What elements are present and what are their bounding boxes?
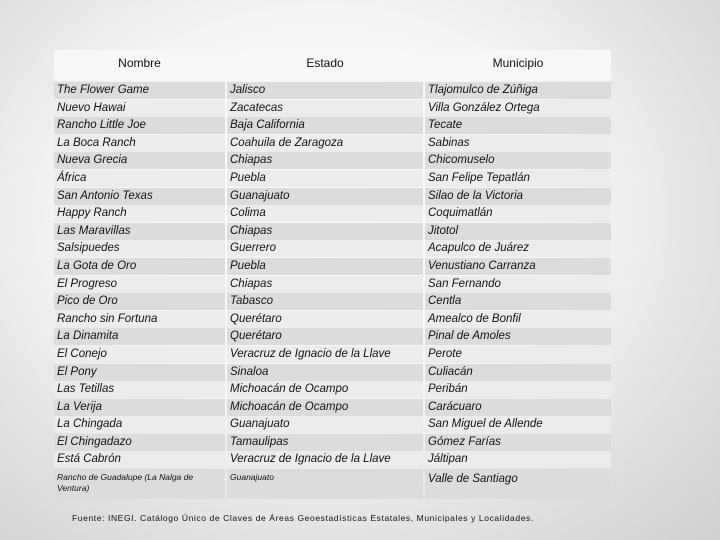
- cell-nombre: Las Maravillas: [54, 223, 225, 240]
- table-body: [54, 82, 611, 499]
- cell-estado: Colima: [227, 205, 423, 222]
- table-row: [54, 311, 611, 329]
- cell-nombre: Nuevo Hawai: [54, 100, 225, 117]
- cell-estado: Querétaro: [227, 328, 423, 345]
- cell-nombre: La Verija: [54, 399, 225, 416]
- cell-municipio: Valle de Santiago: [425, 469, 611, 499]
- cell-nombre: El Conejo: [54, 346, 225, 363]
- cell-estado: Veracruz de Ignacio de la Llave: [227, 451, 423, 468]
- table-row: [54, 451, 611, 469]
- cell-nombre: Happy Ranch: [54, 205, 225, 222]
- table-row: [54, 82, 611, 100]
- table-row: [54, 223, 611, 241]
- source-footnote: Fuente: INEGI. Catálogo Único de Claves de Áreas Geoestadísticas Estatales, Municipales y Localidades.: [72, 513, 534, 523]
- cell-estado: Veracruz de Ignacio de la Llave: [227, 346, 423, 363]
- header-estado: Estado: [227, 50, 423, 81]
- cell-nombre: Las Tetillas: [54, 381, 225, 398]
- table-row: [54, 152, 611, 170]
- cell-municipio: Jitotol: [425, 223, 611, 240]
- cell-estado: Tabasco: [227, 293, 423, 310]
- cell-municipio: Jáltipan: [425, 451, 611, 468]
- table-row: [54, 399, 611, 417]
- cell-estado: Michoacán de Ocampo: [227, 381, 423, 398]
- cell-estado: Guanajuato: [227, 188, 423, 205]
- cell-estado: Tamaulipas: [227, 434, 423, 451]
- table-row: [54, 170, 611, 188]
- table-row: [54, 346, 611, 364]
- cell-municipio: Tecate: [425, 117, 611, 134]
- cell-nombre: San Antonio Texas: [54, 188, 225, 205]
- table-row: [54, 117, 611, 135]
- cell-municipio: Silao de la Victoria: [425, 188, 611, 205]
- cell-municipio: Coquimatlán: [425, 205, 611, 222]
- cell-municipio: Carácuaro: [425, 399, 611, 416]
- cell-municipio: Venustiano Carranza: [425, 258, 611, 275]
- cell-municipio: Acapulco de Juárez: [425, 240, 611, 257]
- cell-municipio: Culiacán: [425, 364, 611, 381]
- cell-nombre: La Dinamita: [54, 328, 225, 345]
- table-row: [54, 205, 611, 223]
- cell-nombre: El Progreso: [54, 276, 225, 293]
- cell-nombre: Está Cabrón: [54, 451, 225, 468]
- cell-nombre: Rancho sin Fortuna: [54, 311, 225, 328]
- cell-estado: Chiapas: [227, 223, 423, 240]
- table-row: [54, 469, 611, 499]
- cell-estado: Querétaro: [227, 311, 423, 328]
- table-row: [54, 381, 611, 399]
- cell-municipio: Tlajomulco de Zúñiga: [425, 82, 611, 99]
- table-row: [54, 293, 611, 311]
- cell-municipio: San Felipe Tepatlán: [425, 170, 611, 187]
- cell-nombre: La Gota de Oro: [54, 258, 225, 275]
- cell-estado: Puebla: [227, 258, 423, 275]
- cell-municipio: Amealco de Bonfil: [425, 311, 611, 328]
- cell-estado: Jalisco: [227, 82, 423, 99]
- cell-municipio: San Miguel de Allende: [425, 416, 611, 433]
- table-row: [54, 240, 611, 258]
- header-nombre: Nombre: [54, 50, 225, 81]
- cell-estado: Coahuila de Zaragoza: [227, 135, 423, 152]
- cell-estado: Chiapas: [227, 276, 423, 293]
- cell-estado: Sinaloa: [227, 364, 423, 381]
- table-row: [54, 188, 611, 206]
- cell-nombre: The Flower Game: [54, 82, 225, 99]
- cell-estado: Zacatecas: [227, 100, 423, 117]
- table-header: [54, 50, 611, 81]
- table-row: [54, 434, 611, 452]
- table-row: [54, 364, 611, 382]
- cell-nombre: Salsipuedes: [54, 240, 225, 257]
- cell-estado: Guanajuato: [227, 416, 423, 433]
- header-municipio: Municipio: [425, 50, 611, 81]
- cell-municipio: Villa González Ortega: [425, 100, 611, 117]
- table-row: [54, 416, 611, 434]
- cell-estado: Puebla: [227, 170, 423, 187]
- cell-nombre: África: [54, 170, 225, 187]
- table-row: [54, 135, 611, 153]
- table-row: [54, 328, 611, 346]
- cell-municipio: Peribán: [425, 381, 611, 398]
- cell-estado: Michoacán de Ocampo: [227, 399, 423, 416]
- cell-municipio: Gómez Farías: [425, 434, 611, 451]
- cell-nombre: El Pony: [54, 364, 225, 381]
- cell-nombre: Rancho de Guadalupe (La Nalga de Ventura): [54, 469, 225, 499]
- cell-municipio: Chicomuselo: [425, 152, 611, 169]
- cell-estado: Chiapas: [227, 152, 423, 169]
- cell-estado: Guerrero: [227, 240, 423, 257]
- table-row: [54, 276, 611, 294]
- cell-estado: Guanajuato: [227, 469, 423, 499]
- table-row: [54, 100, 611, 118]
- cell-municipio: Perote: [425, 346, 611, 363]
- cell-municipio: San Fernando: [425, 276, 611, 293]
- cell-nombre: El Chingadazo: [54, 434, 225, 451]
- cell-municipio: Centla: [425, 293, 611, 310]
- cell-municipio: Sabinas: [425, 135, 611, 152]
- table-row: [54, 258, 611, 276]
- cell-nombre: Rancho Little Joe: [54, 117, 225, 134]
- cell-nombre: La Chingada: [54, 416, 225, 433]
- cell-nombre: Nueva Grecia: [54, 152, 225, 169]
- cell-nombre: Pico de Oro: [54, 293, 225, 310]
- cell-estado: Baja California: [227, 117, 423, 134]
- cell-nombre: La Boca Ranch: [54, 135, 225, 152]
- cell-municipio: Pinal de Amoles: [425, 328, 611, 345]
